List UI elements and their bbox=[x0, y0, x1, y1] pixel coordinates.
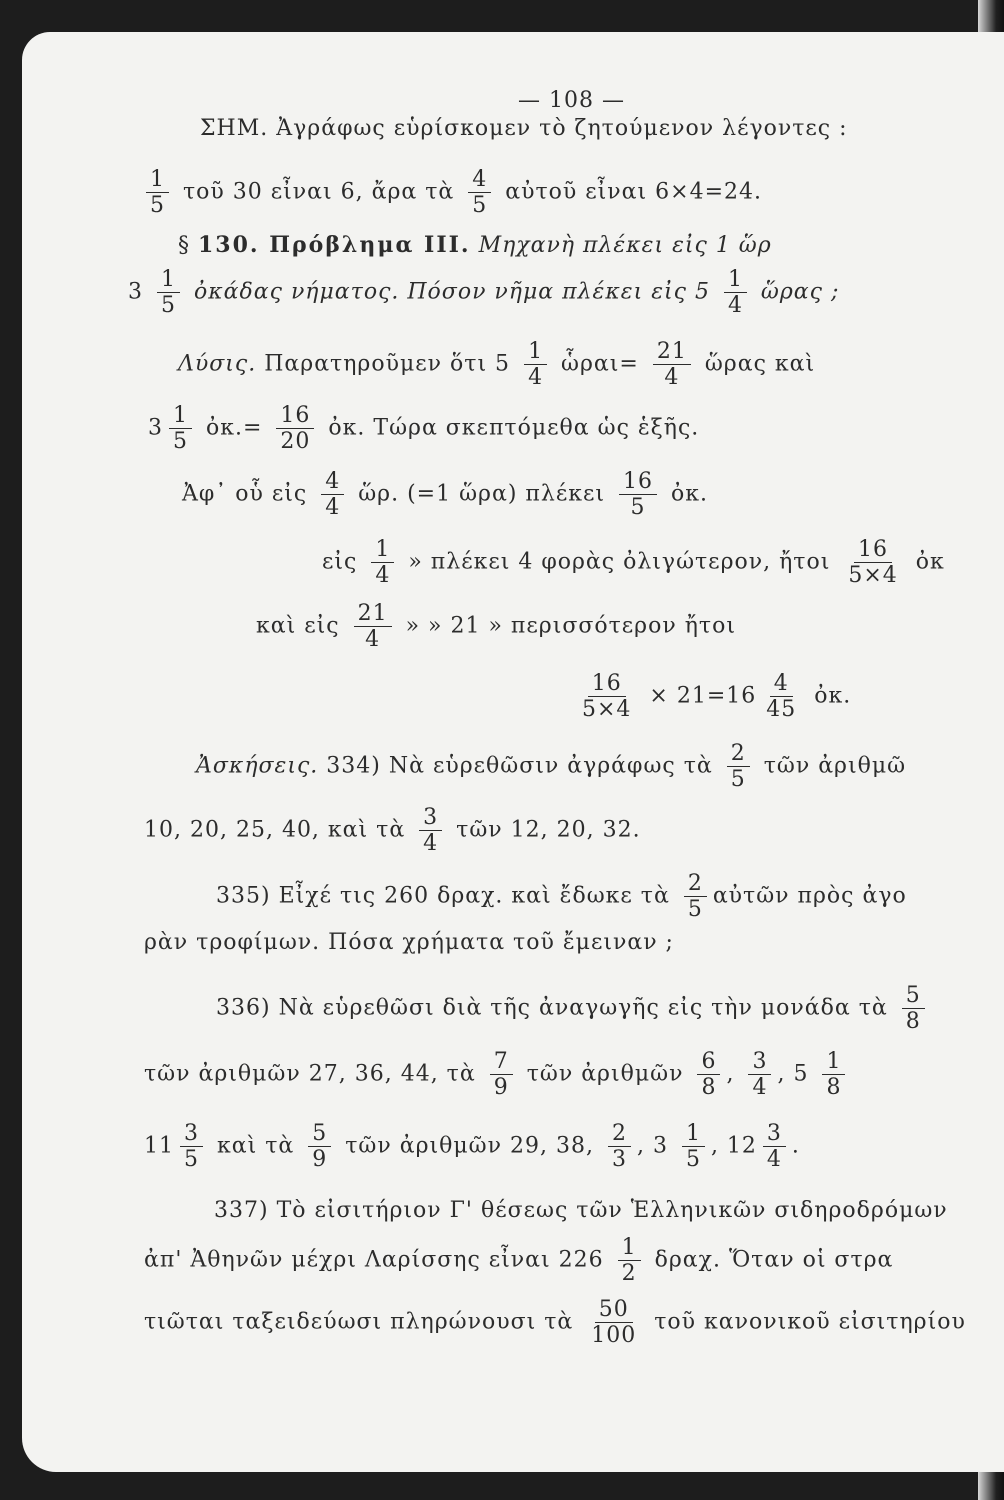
text-segment: ὀκάδας νήματος. Πόσον νῆμα πλέκει εἰς 5 bbox=[186, 279, 718, 305]
text-segment: αὐτῶν πρὸς ἀγο bbox=[712, 883, 907, 909]
fraction-numerator: 21 bbox=[354, 602, 392, 627]
text-segment: » » 21 » περισσότερον ἤτοι bbox=[397, 613, 736, 639]
fraction-denominator: 5 bbox=[630, 495, 646, 521]
text-line-ex-335 bbox=[216, 872, 907, 921]
fraction bbox=[619, 470, 657, 519]
fraction-numerator: 5 bbox=[902, 984, 925, 1009]
text-segment: 130. Πρόβλημα III. bbox=[198, 232, 471, 258]
text-line-problem-statement bbox=[128, 268, 839, 317]
text-segment: ὀκ. bbox=[806, 683, 852, 709]
text-segment: 10, 20, 25, 40, καὶ τὰ bbox=[144, 817, 414, 843]
text-segment: , 3 bbox=[636, 1133, 676, 1159]
text-line-solution-2 bbox=[148, 404, 699, 453]
fraction-numerator: 1 bbox=[157, 268, 180, 293]
fraction bbox=[822, 1050, 845, 1099]
text-segment: Παρατηροῦμεν ὅτι 5 bbox=[256, 351, 519, 377]
fraction-denominator: 8 bbox=[826, 1075, 842, 1101]
fraction-numerator: 5 bbox=[308, 1122, 331, 1147]
text-segment: δραχ. Ὅταν οἱ στρα bbox=[646, 1247, 894, 1273]
text-line-step-3 bbox=[256, 602, 736, 651]
text-segment: 3 bbox=[148, 415, 163, 441]
fraction bbox=[468, 168, 491, 217]
fraction-numerator: 1 bbox=[822, 1050, 845, 1075]
fraction-denominator: 5×4 bbox=[582, 697, 632, 723]
fraction-numerator: 2 bbox=[684, 872, 707, 897]
text-line-problem-heading bbox=[178, 232, 772, 258]
fraction-numerator: 1 bbox=[371, 538, 394, 563]
text-line-ex-337-b bbox=[144, 1236, 893, 1285]
fraction-denominator: 5 bbox=[150, 193, 165, 219]
text-segment: αὐτοῦ εἶναι 6×4=24. bbox=[497, 179, 763, 205]
fraction-numerator: 1 bbox=[146, 168, 169, 193]
fraction bbox=[169, 404, 192, 453]
text-line-ex-337 bbox=[214, 1198, 948, 1223]
fraction bbox=[276, 404, 314, 453]
text-line-ex-336-b bbox=[144, 1050, 851, 1099]
text-line-ex-335-b bbox=[144, 930, 674, 955]
fraction bbox=[354, 602, 392, 651]
text-segment: . bbox=[791, 1133, 800, 1159]
fraction bbox=[371, 538, 394, 587]
fraction-numerator: 16 bbox=[854, 538, 892, 563]
text-segment: ὀκ. bbox=[662, 481, 708, 507]
fraction-denominator: 4 bbox=[664, 365, 680, 391]
fraction bbox=[578, 672, 635, 721]
fraction-numerator: 6 bbox=[697, 1050, 720, 1075]
text-segment: × 21=16 bbox=[641, 683, 757, 709]
fraction-denominator: 5 bbox=[730, 767, 746, 793]
fraction bbox=[844, 538, 901, 587]
fraction-numerator: 1 bbox=[524, 340, 547, 365]
fraction-denominator: 5 bbox=[173, 429, 188, 455]
fraction-denominator: 8 bbox=[701, 1075, 717, 1101]
text-segment: εἰς bbox=[322, 549, 366, 575]
text-segment: καὶ τὰ bbox=[209, 1133, 303, 1159]
fraction bbox=[587, 1298, 640, 1347]
fraction-denominator: 4 bbox=[365, 627, 381, 653]
text-segment: , 5 bbox=[777, 1061, 817, 1087]
fraction-numerator: 3 bbox=[763, 1122, 786, 1147]
text-line-ex-334-b bbox=[144, 806, 641, 855]
text-segment: , 12 bbox=[710, 1133, 757, 1159]
fraction-numerator: 1 bbox=[618, 1236, 641, 1261]
fraction bbox=[748, 1050, 771, 1099]
fraction-denominator: 5 bbox=[685, 1147, 701, 1173]
fraction-denominator: 3 bbox=[611, 1147, 627, 1173]
text-segment: ὧραι= bbox=[553, 351, 647, 377]
fraction-numerator: 1 bbox=[169, 404, 192, 429]
fraction bbox=[724, 268, 747, 317]
fraction-denominator: 9 bbox=[312, 1147, 328, 1173]
text-line-ex-337-c bbox=[144, 1298, 966, 1347]
fraction bbox=[902, 984, 925, 1033]
text-segment: τοῦ 30 εἶναι 6, ἄρα τὰ bbox=[175, 179, 463, 205]
fraction-denominator: 4 bbox=[752, 1075, 768, 1101]
text-segment: ὥρας ; bbox=[752, 279, 840, 305]
text-segment: ὥρας καὶ bbox=[696, 351, 816, 377]
fraction bbox=[684, 872, 707, 921]
fraction-numerator: 4 bbox=[321, 470, 344, 495]
text-segment: 336) Νὰ εὑρεθῶσι διὰ τῆς ἀναγωγῆς εἰς τὴν μονάδα τὰ bbox=[216, 995, 896, 1021]
fraction-denominator: 5×4 bbox=[848, 563, 898, 589]
fraction-denominator: 5 bbox=[184, 1147, 199, 1173]
fraction-numerator: 16 bbox=[276, 404, 314, 429]
fraction bbox=[419, 806, 442, 855]
fraction bbox=[682, 1122, 705, 1171]
text-segment: Λύσις. bbox=[178, 351, 257, 377]
text-segment: τῶν ἀριθμῶ bbox=[755, 753, 907, 779]
fraction bbox=[697, 1050, 720, 1099]
text-line-solution-1 bbox=[178, 340, 815, 389]
text-segment: ὀκ. Τώρα σκεπτόμεθα ὡς ἑξῆς. bbox=[320, 415, 700, 441]
text-segment: , bbox=[726, 1061, 743, 1087]
text-segment: τῶν ἀριθμῶν 27, 36, 44, τὰ bbox=[144, 1061, 484, 1087]
text-line-shm-note bbox=[200, 116, 848, 141]
fraction bbox=[727, 742, 750, 791]
page-number: — 108 — bbox=[518, 88, 625, 113]
fraction-denominator: 100 bbox=[591, 1323, 637, 1349]
fraction bbox=[180, 1122, 203, 1171]
fraction-numerator: 4 bbox=[770, 672, 793, 697]
fraction-numerator: 7 bbox=[490, 1050, 513, 1075]
fraction-denominator: 5 bbox=[161, 293, 176, 319]
text-segment: ΣΗΜ. Ἀγράφως εὑρίσκομεν τὸ ζητούμενον λέγοντες : bbox=[200, 116, 848, 141]
text-segment: ὥρ. (=1 ὥρα) πλέκει bbox=[350, 481, 613, 507]
fraction bbox=[308, 1122, 331, 1171]
fraction-numerator: 21 bbox=[653, 340, 691, 365]
text-line-step-result bbox=[572, 672, 851, 721]
fraction-denominator: 4 bbox=[423, 831, 439, 857]
fraction bbox=[524, 340, 547, 389]
text-segment: Ἀφ᾽ οὗ εἰς bbox=[182, 481, 316, 507]
fraction-denominator: 4 bbox=[528, 365, 544, 391]
fraction-denominator: 4 bbox=[325, 495, 341, 521]
fraction-numerator: 3 bbox=[419, 806, 442, 831]
text-segment: ἀπ' Ἀθηνῶν μέχρι Λαρίσσης εἶναι 226 bbox=[144, 1247, 612, 1273]
fraction bbox=[762, 672, 800, 721]
fraction-denominator: 5 bbox=[687, 897, 703, 923]
fraction bbox=[146, 168, 169, 217]
text-segment: 335) Εἶχέ τις 260 δραχ. καὶ ἔδωκε τὰ bbox=[216, 883, 678, 909]
text-segment: Μηχανὴ πλέκει εἰς 1 ὥρ bbox=[470, 233, 772, 258]
fraction-denominator: 4 bbox=[766, 1147, 782, 1173]
text-segment: τῶν 12, 20, 32. bbox=[448, 817, 641, 843]
text-segment: τιῶται ταξειδεύωσι πληρώνουσι τὰ bbox=[144, 1309, 582, 1335]
text-segment: 334) Νὰ εὑρεθῶσιν ἀγράφως τὰ bbox=[318, 753, 721, 779]
text-segment: ρὰν τροφίμων. Πόσα χρήματα τοῦ ἔμειναν ; bbox=[144, 930, 674, 955]
text-segment: § bbox=[178, 233, 198, 258]
fraction-numerator: 3 bbox=[180, 1122, 203, 1147]
fraction-denominator: 9 bbox=[493, 1075, 509, 1101]
text-line-step-2 bbox=[322, 538, 945, 587]
text-segment: τῶν ἀριθμῶν bbox=[518, 1061, 692, 1087]
fraction-numerator: 50 bbox=[595, 1298, 633, 1323]
fraction-denominator: 8 bbox=[905, 1009, 921, 1035]
fraction bbox=[618, 1236, 641, 1285]
fraction bbox=[157, 268, 180, 317]
text-segment: ὀκ bbox=[907, 549, 945, 575]
text-segment: 3 bbox=[128, 279, 151, 305]
fraction-numerator: 1 bbox=[724, 268, 747, 293]
fraction-numerator: 16 bbox=[588, 672, 626, 697]
text-segment: ὀκ.= bbox=[198, 415, 271, 441]
text-segment: τοῦ κανονικοῦ εἰσιτηρίου bbox=[646, 1309, 966, 1335]
fraction-denominator: 20 bbox=[280, 429, 311, 455]
text-line-step-1 bbox=[182, 470, 708, 519]
text-line-shm-calc bbox=[140, 168, 762, 217]
text-segment: 337) Τὸ εἰσιτήριον Γ' θέσεως τῶν Ἑλληνικῶν σιδηροδρόμων bbox=[214, 1198, 948, 1223]
text-segment: καὶ εἰς bbox=[256, 613, 348, 639]
book-page bbox=[22, 32, 1004, 1472]
fraction-numerator: 2 bbox=[727, 742, 750, 767]
fraction-numerator: 3 bbox=[748, 1050, 771, 1075]
text-segment: 11 bbox=[144, 1133, 174, 1159]
text-segment: Ἀσκήσεις. bbox=[196, 753, 319, 779]
fraction-numerator: 1 bbox=[682, 1122, 705, 1147]
fraction-denominator: 45 bbox=[766, 697, 797, 723]
fraction bbox=[763, 1122, 786, 1171]
text-line-ex-334 bbox=[196, 742, 906, 791]
fraction-denominator: 5 bbox=[472, 193, 488, 219]
text-segment: » πλέκει 4 φορὰς ὀλιγώτερον, ἤτοι bbox=[400, 549, 839, 575]
fraction bbox=[608, 1122, 631, 1171]
fraction-denominator: 4 bbox=[375, 563, 391, 589]
fraction-numerator: 16 bbox=[619, 470, 657, 495]
fraction bbox=[321, 470, 344, 519]
text-line-ex-336 bbox=[216, 984, 931, 1033]
fraction bbox=[490, 1050, 513, 1099]
fraction bbox=[653, 340, 691, 389]
text-line-ex-336-c bbox=[144, 1122, 800, 1171]
text-segment: τῶν ἀριθμῶν 29, 38, bbox=[337, 1133, 602, 1159]
fraction-numerator: 4 bbox=[468, 168, 491, 193]
fraction-denominator: 2 bbox=[621, 1261, 637, 1287]
fraction-denominator: 4 bbox=[727, 293, 743, 319]
fraction-numerator: 2 bbox=[608, 1122, 631, 1147]
